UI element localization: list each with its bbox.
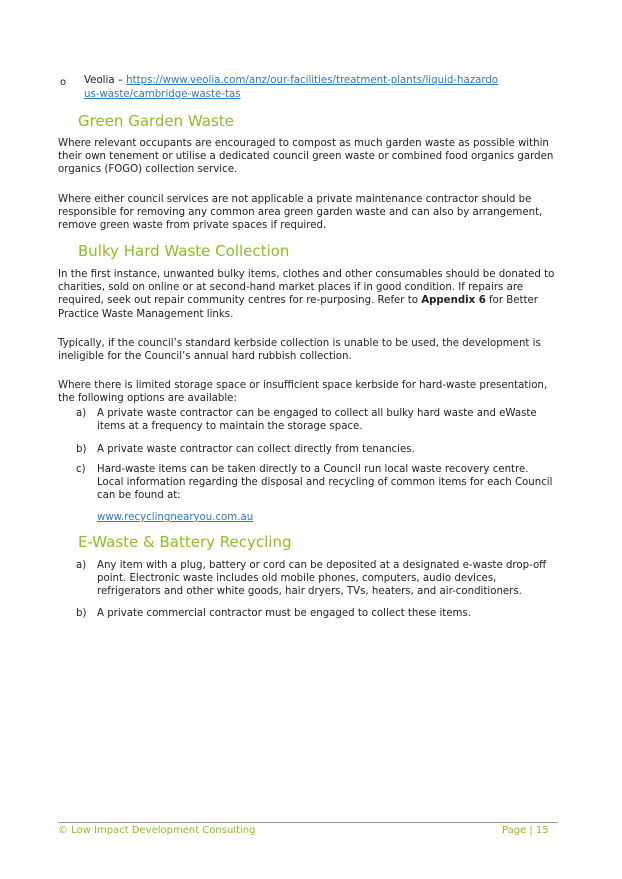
list-item-text: Hard-waste items can be taken directly to a Council run local waste recovery centre. Local information regarding the disposal and recycling of common items for each Council can be found at: [97, 464, 553, 502]
bulky-paragraph-3: Where there is limited storage space or insufficient space kerbside for hard-waste presentation, the following options are available: [58, 380, 548, 405]
veolia-link[interactable]: https://www.veolia.com/anz/our-facilities/treatment-plants/liquid-hazardous-waste/cambridge-waste-tas [84, 75, 499, 100]
veolia-label: Veolia – [84, 75, 127, 86]
list-item-label: b) [76, 608, 87, 619]
footer-copyright: © Low Impact Development Consulting [58, 825, 256, 836]
bulky-paragraph-1 [58, 268, 558, 321]
bulky-p1-text-a: In the first instance, unwanted bulky items, clothes and other consumables should be donated to charities, sold on online or at second-hand market places if in good condition. If repairs are required, seek out repair community centres for re-purposing. Refer to [58, 269, 555, 307]
list-item-text: A private waste contractor can collect directly from tenancies. [97, 444, 415, 455]
heading-bulky-hard-waste: Bulky Hard Waste Collection [78, 242, 290, 260]
footer-divider [58, 822, 558, 823]
list-item-label: b) [76, 444, 87, 455]
heading-ewaste-battery: E-Waste & Battery Recycling [78, 533, 292, 551]
heading-green-garden-waste: Green Garden Waste [78, 112, 234, 130]
bulky-paragraph-2: Typically, if the council’s standard kerbside collection is unable to be used, the development is ineligible for the Council’s annual hard rubbish collection. [58, 338, 541, 363]
list-item-label: c) [76, 464, 86, 475]
bulky-p1-text-b: for Better Practice Waste Management links. [58, 295, 538, 320]
green-garden-paragraph-1: Where relevant occupants are encouraged to compost as much garden waste as possible within their own tenement or utilise a dedicated council green waste or combined food organics garden organics (FOGO) collection service. [58, 138, 554, 176]
list-item-label: a) [76, 560, 87, 571]
appendix-reference: Appendix 6 [421, 295, 486, 307]
green-garden-paragraph-2: Where either council services are not applicable a private maintenance contractor should be responsible for removing any common area green garden waste and can also by arrangement, remove green waste from private spaces if required. [58, 194, 543, 232]
veolia-reference [84, 74, 504, 102]
list-item-text: A private commercial contractor must be engaged to collect these items. [97, 608, 472, 619]
recycling-near-you-link[interactable]: www.recyclingnearyou.com.au [97, 512, 254, 523]
bullet-marker: o [60, 77, 67, 88]
footer-page-number: Page | 15 [502, 825, 549, 836]
list-item-label: a) [76, 408, 87, 419]
list-item-text: A private waste contractor can be engaged to collect all bulky hard waste and eWaste items at a frequency to maintain the storage space. [97, 408, 537, 433]
list-item-text: Any item with a plug, battery or cord can be deposited at a designated e-waste drop-off point. Electronic waste includes old mobile phones, computers, audio devices, refrigerators and other white goods, hair dryers, TVs, heaters, and air-conditioners. [97, 560, 547, 598]
